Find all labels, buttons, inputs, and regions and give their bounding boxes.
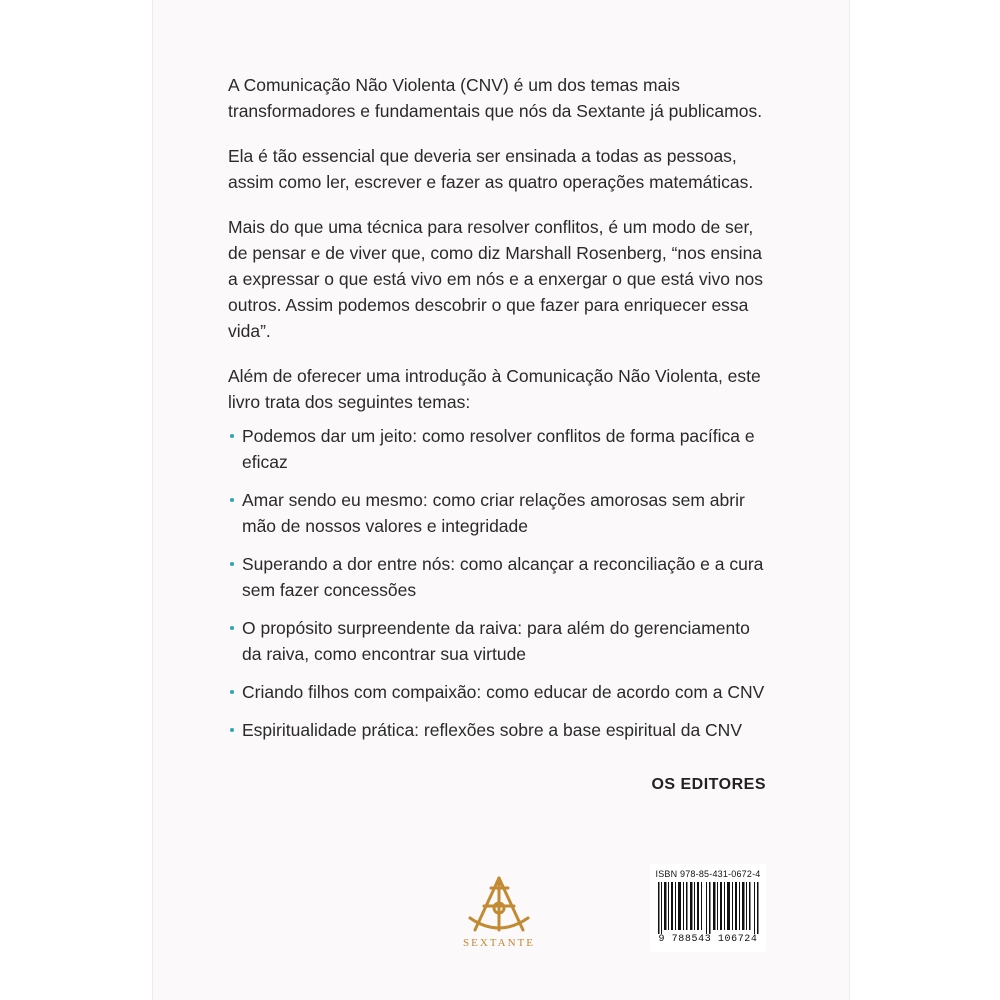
topic-text: Espiritualidade prática: reflexões sobre a base espiritual da CNV xyxy=(242,720,742,740)
paragraph: Ela é tão essencial que deveria ser ensinada a todas as pessoas, assim como ler, escrever e fazer as quatro operações matemáticas. xyxy=(228,146,754,192)
topic-list xyxy=(228,423,773,743)
list-item xyxy=(228,551,773,603)
topic-text: Amar sendo eu mesmo: como criar relações amorosas sem abrir mão de nossos valores e integridade xyxy=(242,490,745,536)
bullet-icon xyxy=(230,498,234,502)
publisher-name: SEXTANTE xyxy=(463,937,535,949)
list-item xyxy=(228,487,773,539)
bullet-icon xyxy=(230,728,234,732)
topic-text: O propósito surpreendente da raiva: para além do gerenciamento da raiva, como encontrar sua virtude xyxy=(242,618,750,664)
signature: OS EDITORES xyxy=(651,776,766,793)
bullet-icon xyxy=(230,690,234,694)
bullet-icon xyxy=(230,434,234,438)
list-item xyxy=(228,679,773,705)
paragraph: Mais do que uma técnica para resolver conflitos, é um modo de ser, de pensar e de viver que, como diz Marshall Rosenberg, “nos ensina a expressar o que está vivo em nós e a enxergar o que está vivo nos outros. Assim podemos descobrir o que fazer para enriquecer essa vida”. xyxy=(228,217,764,341)
topic-text: Criando filhos com compaixão: como educar de acordo com a CNV xyxy=(242,682,765,702)
bullet-icon xyxy=(230,562,234,566)
topic-text: Superando a dor entre nós: como alcançar a reconciliação e a cura sem fazer concessões xyxy=(242,554,764,600)
list-item xyxy=(228,423,773,475)
paragraph: A Comunicação Não Violenta (CNV) é um dos temas mais transformadores e fundamentais que nós da Sextante já publicamos. xyxy=(228,75,763,121)
list-item xyxy=(228,615,773,667)
topic-text: Podemos dar um jeito: como resolver conflitos de forma pacífica e eficaz xyxy=(242,426,755,472)
blurb xyxy=(228,72,773,755)
barcode xyxy=(650,864,766,952)
barcode-bars xyxy=(656,882,760,934)
isbn-label: ISBN 978-85-431-0672-4 xyxy=(655,869,761,879)
list-item xyxy=(228,717,773,743)
bullet-icon xyxy=(230,626,234,630)
paragraph: Além de oferecer uma introdução à Comunicação Não Violenta, este livro trata dos seguintes temas: xyxy=(228,366,761,412)
isbn-digits: 9 788543 106724 xyxy=(658,934,758,945)
